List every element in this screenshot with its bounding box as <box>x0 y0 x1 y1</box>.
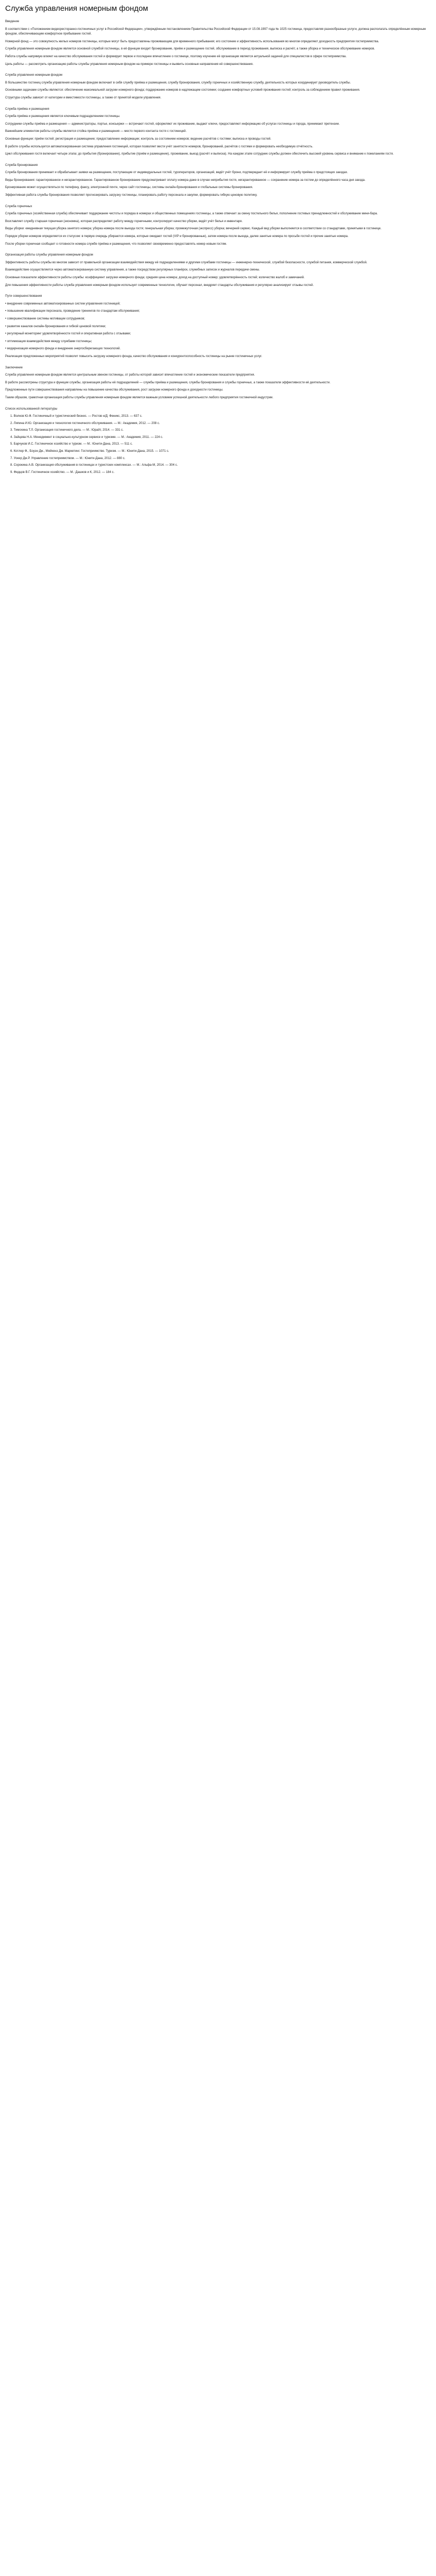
paragraph: Номерной фонд — это совокупность жилых номеров гостиницы, которые могут быть предоставлены проживающим для временного пребывания; его состояние и эффективность использования во многом определяют доходность предприятия гостеприимства. <box>5 40 379 43</box>
list-item: • оптимизация взаимодействия между службами гостиницы; <box>5 340 92 343</box>
paragraph: Предложенные пути совершенствования направлены на повышение качества обслуживания, рост загрузки номерного фонда и доходности гостиницы. <box>5 388 223 392</box>
section-intro <box>5 27 431 67</box>
paragraph: В большинстве гостиниц служба управления номерным фондом включает в себя службу приёма и размещения, службу бронирования, службу горничных и хозяйственную службу, деятельность которых координирует руководитель службы. <box>5 81 351 84</box>
section-heading-conclusion: Заключение <box>5 366 23 369</box>
reference-item: 6. Котлер Ф., Боуэн Дж., Мейкенз Дж. Маркетинг. Гостеприимство. Туризм. — М.: Юнити-Дана, 2015. — 1071 с. <box>10 450 169 453</box>
section-1 <box>5 81 431 247</box>
reference-item: 9. Федцов В.Г. Гостиничное хозяйство. — М.: Дашков и К, 2012. — 184 с. <box>10 470 115 474</box>
paragraph: Порядок уборки номеров определяется их статусом: в первую очередь убираются номера, которые ожидают гостей (VIP и бронированные), затем номера после выезда, далее занятые номера по просьбе гостей и прочие занятые номера. <box>5 235 348 239</box>
references-list <box>5 414 431 475</box>
paragraph: Реализация предложенных мероприятий позволит повысить загрузку номерного фонда, качество обслуживания и конкурентоспособность гостиницы на рынке гостиничных услуг. <box>5 354 263 358</box>
paragraph: Таким образом, грамотная организация работы службы управления номерным фондом является важным условием успешной деятельности любого предприятия гостиничной индустрии. <box>5 396 273 399</box>
subheading: Служба горничных <box>5 205 32 208</box>
paragraph: Взаимодействие осуществляется через автоматизированную систему управления, а также посредством регулярных планёрок, служебных записок и журналов передачи смены. <box>5 268 260 272</box>
reference-item: 1. Волков Ю.Ф. Гостиничный и туристический бизнес. — Ростов н/Д: Феникс, 2013. — 637 с. <box>10 415 143 418</box>
section-2 <box>5 261 431 288</box>
list-item: • совершенствование системы мотивации сотрудников; <box>5 317 85 320</box>
list-item: • регулярный мониторинг удовлетворённости гостей и оперативная работа с отзывами; <box>5 332 131 336</box>
paragraph: Виды бронирования: гарантированное и негарантированное. Гарантированное бронирование предусматривает оплату номера даже в случае неприбытия гостя, негарантированное — сохранение номера за гостем до определённого часа дня заезда. <box>5 178 365 182</box>
reference-item: 3. Тимохина Т.Л. Организация гостиничного дела. — М.: Юрайт, 2014. — 331 с. <box>10 429 124 432</box>
reference-item: 4. Зайцева Н.А. Менеджмент в социально-культурном сервисе и туризме. — М.: Академия, 2011. — 224 с. <box>10 435 163 439</box>
paragraph: Основными задачами службы являются: обеспечение максимальной загрузки номерного фонда; поддержание номеров в надлежащем состоянии; создание комфортных условий проживания гостей; контроль за соблюдением правил проживания. <box>5 89 360 92</box>
paragraph: Сотрудники службы приёма и размещения — администраторы, портье, консьержи — встречают гостей, оформляют их проживание, выдают ключи, предоставляют информацию об услугах гостиницы и города, принимают претензии. <box>5 122 340 126</box>
reference-item: 2. Ляпина И.Ю. Организация и технология гостиничного обслуживания. — М.: Академия, 2012. — 208 с. <box>10 421 160 425</box>
paragraph: В соответствии с «Положением видеоресторанно-гостиничных услуг в Российской Федерации», утверждённым постановлением Правительства Российской Федерации от 15.08.1997 года № 1025 гостиница, предоставляя разнообразные услуги, должна располагать определённым номерным фондом, обеспечивающим комфортное пребывание гостей. <box>5 27 426 36</box>
section-heading-references: Список использованной литературы <box>5 407 58 411</box>
section-heading-3: Пути совершенствования <box>5 295 42 298</box>
reference-item: 8. Сорокина А.В. Организация обслуживания в гостиницах и туристских комплексах. — М.: Альфа-М, 2014. — 304 с. <box>10 464 178 467</box>
paragraph: Основные показатели эффективности работы службы: коэффициент загрузки номерного фонда; средняя цена номера; доход на доступный номер; удовлетворённость гостей; количество жалоб и замечаний. <box>5 276 305 279</box>
section-heading-1: Служба управления номерным фондом <box>5 74 63 77</box>
paragraph: Эффективность работы службы во многом зависит от правильной организации взаимодействия между её подразделениями и другими службами гостиницы — инженерно-технической, службой безопасности, службой питания, коммерческой службой. <box>5 261 368 264</box>
paragraph: Служба приёма и размещения является ключевым подразделением гостиницы. <box>5 115 120 118</box>
section-3 <box>5 302 431 360</box>
paragraph: Структура службы зависит от категории и вместимости гостиницы, а также от принятой модели управления. <box>5 96 162 99</box>
page-title: Служба управления номерным фондом <box>5 4 148 13</box>
paragraph: Служба управления номерным фондом является основной службой гостиницы, в её функции входит бронирование, приём и размещение гостей, обслуживание в период проживания, выписка и расчёт, а также уборка и техническое обслуживание номеров. <box>5 47 375 51</box>
paragraph: Возглавляет службу старшая горничная (экономка), которая распределяет работу между горничными, контролирует качество уборки, ведёт учёт белья и инвентаря. <box>5 219 243 223</box>
paragraph: Для повышения эффективности работы служба управления номерным фондом использует современные технологии, обучает персонал, внедряет стандарты обслуживания и регулярно анализирует отзывы гостей. <box>5 283 314 287</box>
paragraph: Виды уборки: ежедневная текущая уборка занятого номера; уборка номера после выезда гостя; генеральная уборка; промежуточная (экспресс) уборка; вечерний сервис. Каждый вид уборки выполняется в соответствии со стандартами, принятыми в гостинице. <box>5 227 381 231</box>
paragraph: Цель работы — рассмотреть организацию работы службы управления номерным фондом на примере гостиницы и выявить основные направления её совершенствования. <box>5 62 254 66</box>
paragraph: В работе рассмотрены структура и функции службы, организация работы её подразделений — службы приёма и размещения, службы бронирования и службы горничных, а также показатели эффективности её деятельности. <box>5 381 330 384</box>
paragraph: Эффективная работа службы бронирования позволяет прогнозировать загрузку гостиницы, планировать работу персонала и закупки, формировать гибкую ценовую политику. <box>5 194 257 197</box>
subheading: Служба бронирования <box>5 163 38 167</box>
reference-item: 5. Барчуков И.С. Гостиничное хозяйство и туризм. — М.: Юнити-Дана, 2013. — 511 с. <box>10 443 133 446</box>
paragraph: После уборки горничная сообщает о готовности номера службе приёма и размещения, что позволяет своевременно предоставлять номер новым гостям. <box>5 242 227 246</box>
paragraph: Работа службы напрямую влияет на качество обслуживания гостей и формирует первое и последнее впечатление о гостинице, поэтому изучение её организации является актуальной задачей для специалистов в сфере гостеприимства. <box>5 55 347 58</box>
paragraph: Служба бронирования принимает и обрабатывает заявки на размещение, поступающие от индивидуальных гостей, туроператоров, организаций, ведёт учёт брони, подтверждает её и информирует службу приёма о предстоящих заездах. <box>5 171 348 175</box>
paragraph: Бронирование может осуществляться по телефону, факсу, электронной почте, через сайт гостиницы, системы онлайн-бронирования и глобальные системы бронирования. <box>5 186 253 190</box>
list-item: • модернизация номерного фонда и внедрение энергосберегающих технологий. <box>5 347 121 351</box>
paragraph: Служба управления номерным фондом является центральным звеном гостиницы, от работы которой зависит впечатление гостей и экономические показатели предприятия. <box>5 374 255 377</box>
section-heading-intro: Введение <box>5 20 20 23</box>
article <box>0 0 436 493</box>
reference-item: 7. Уокер Дж.Р. Управление гостеприимством. — М.: Юнити-Дана, 2012. — 880 с. <box>10 456 126 460</box>
list-item: • развитие каналов онлайн-бронирования и гибкой ценовой политики; <box>5 325 106 328</box>
paragraph: В работе службы используется автоматизированная система управления гостиницей, которая позволяет вести учёт занятости номеров, бронирований, расчётов с гостями и формировать необходимую отчётность. <box>5 145 313 148</box>
paragraph: Служба горничных (хозяйственная служба) обеспечивает поддержание чистоты и порядка в номерах и общественных помещениях гостиницы, а также отвечает за смену постельного белья, пополнение гостевых принадлежностей и обслуживание мини-бара. <box>5 212 378 216</box>
paragraph: Основные функции: приём гостей; регистрация и размещение; предоставление информации; контроль за состоянием номеров; ведение расчётов с гостями; выписка и проводы гостей. <box>5 137 271 141</box>
paragraph: Цикл обслуживания гостя включает четыре этапа: до прибытия (бронирование), прибытие (приём и размещение), проживание, выезд (расчёт и выписка). На каждом этапе сотрудник службы должен обеспечить высокий уровень сервиса и внимание к пожеланиям гостя. <box>5 152 394 156</box>
paragraph: Важнейшим элементом работы службы является стойка приёма и размещения — место первого контакта гостя с гостиницей. <box>5 130 187 133</box>
list-item: • повышение квалификации персонала, проведение тренингов по стандартам обслуживания; <box>5 310 140 313</box>
list-item: • внедрение современных автоматизированных систем управления гостиницей; <box>5 302 120 306</box>
subheading: Служба приёма и размещения <box>5 107 49 111</box>
section-conclusion <box>5 373 431 400</box>
section-heading-2: Организация работы службы управления номерным фондом <box>5 253 93 257</box>
